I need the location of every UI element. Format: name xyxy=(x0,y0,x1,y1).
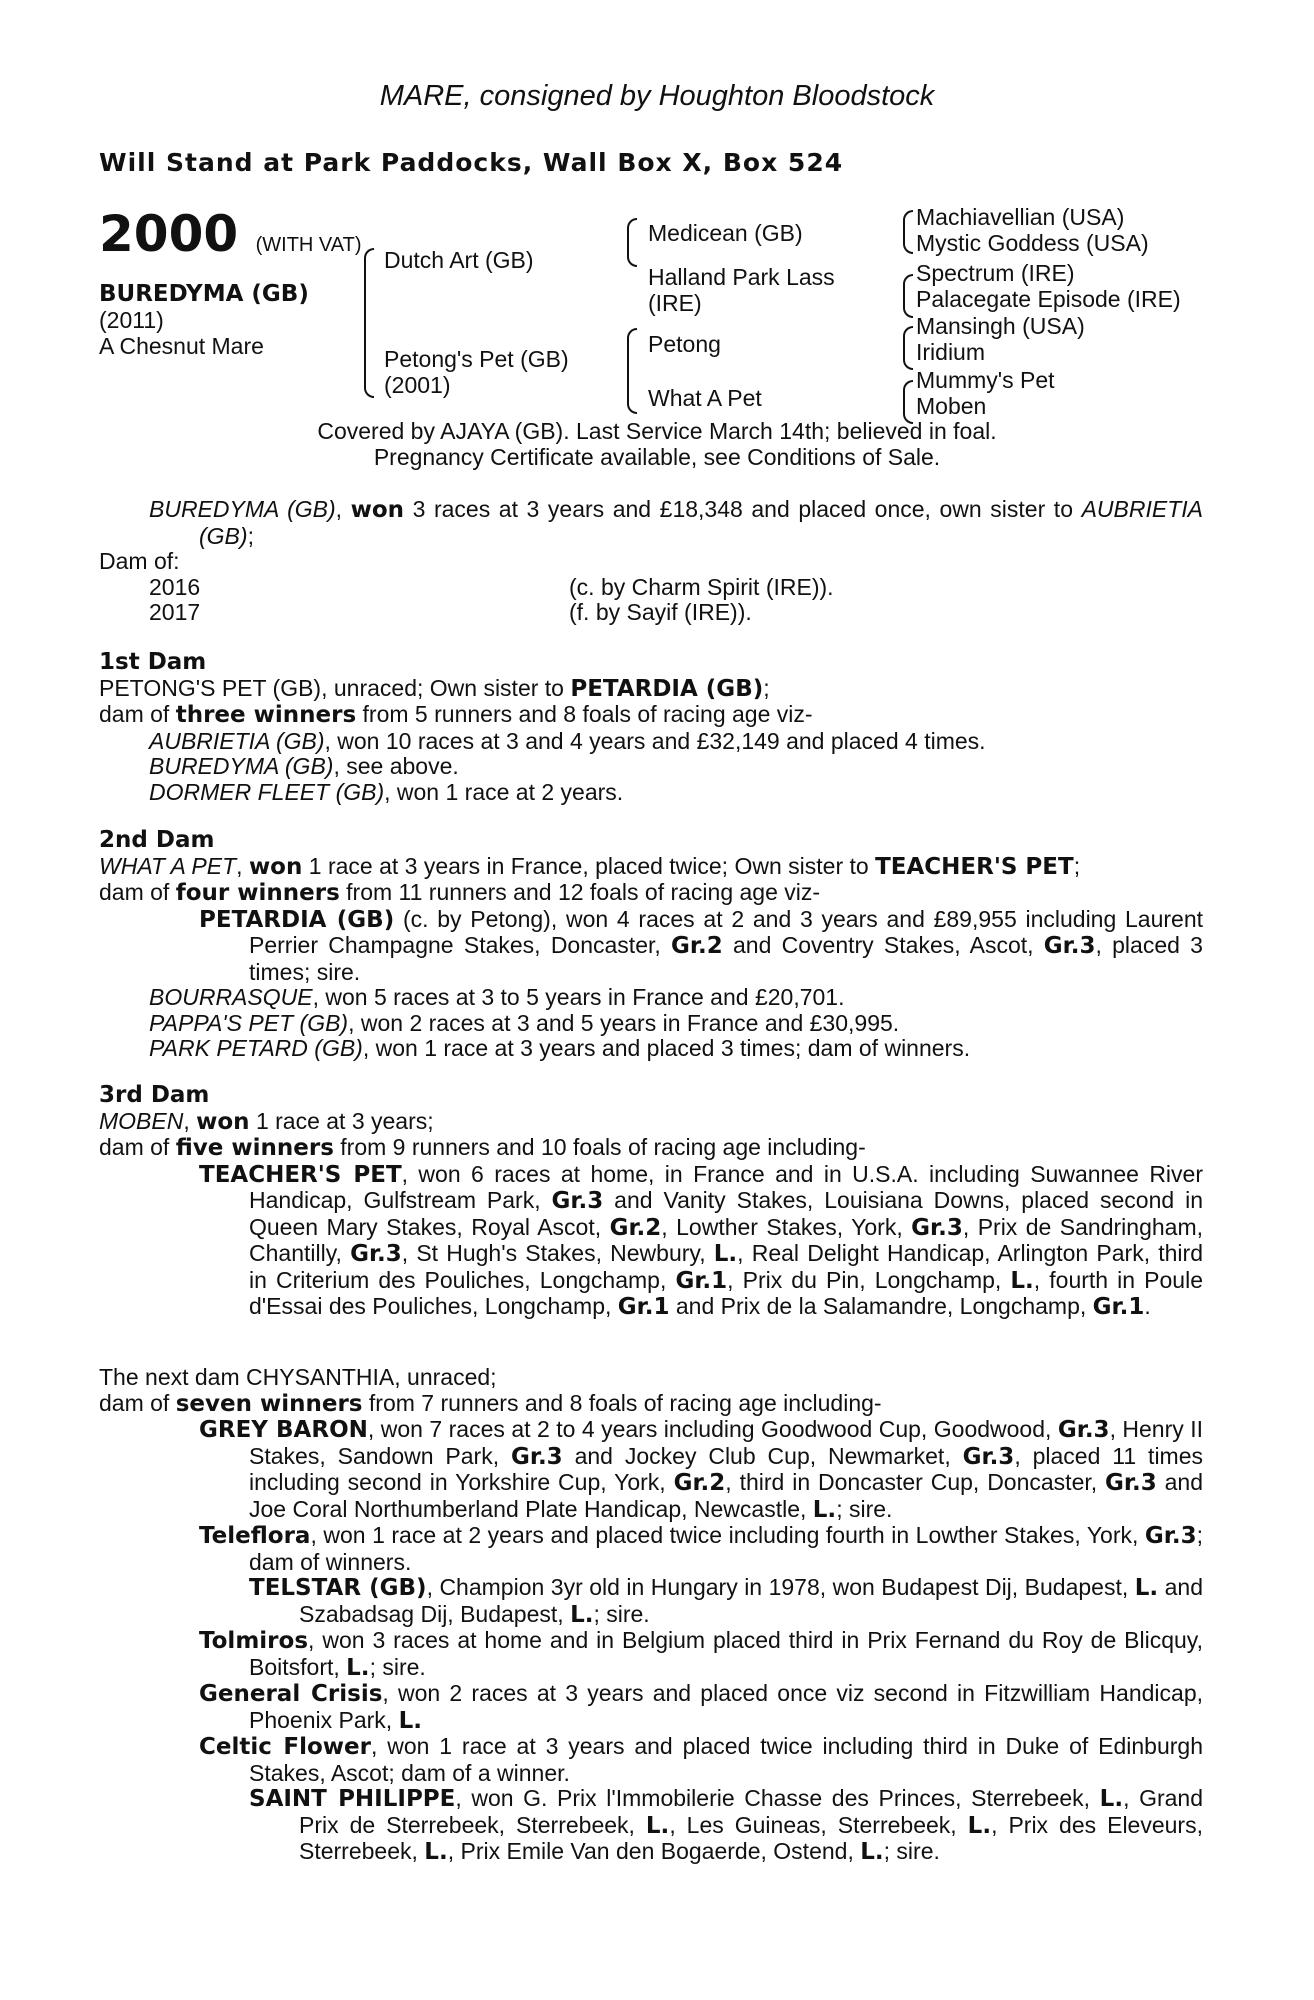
text: ; sire. xyxy=(593,1600,650,1627)
second-dam-section xyxy=(99,828,1203,1062)
text: , won G. Prix l'Immobilerie Chasse des Princes, Sterrebeek, xyxy=(455,1785,1100,1811)
grade: Gr.3 xyxy=(511,1443,563,1470)
pedigree-dsd: Iridium xyxy=(916,339,986,365)
horse-ref: Tolmiros xyxy=(199,1628,309,1654)
text: (c. by Petong), won 4 races at 2 and 3 years and £89,955 including Laurent Perrier Champagne Stakes, Doncaster, xyxy=(249,905,1204,958)
pedigree-ddd: Moben xyxy=(916,393,987,419)
horse-ref: PAPPA'S PET (GB) xyxy=(149,1009,349,1036)
runner-item xyxy=(99,1162,1203,1321)
grade: L. xyxy=(860,1839,884,1865)
text: from 7 runners and 8 foals of racing age including- xyxy=(362,1389,882,1416)
pedigree-sss: Machiavellian (USA) xyxy=(916,204,1125,230)
won-label: won xyxy=(248,853,303,880)
pedigree-brace-ss xyxy=(903,210,913,254)
pedigree-sire: Dutch Art (GB) xyxy=(384,247,534,273)
text: , won 6 races at home, in France and in U.S.A. including Suwannee River Handicap, Gulfstream Park, xyxy=(249,1160,1203,1213)
text: , won 1 race at 2 years. xyxy=(384,778,624,805)
text: dam of xyxy=(99,879,176,905)
horse-ref: Teleflora xyxy=(199,1523,311,1549)
horse-ref: PETARDIA (GB) xyxy=(199,906,395,933)
text: , xyxy=(183,1107,197,1134)
horse-ref: WHAT A PET xyxy=(99,852,237,879)
text: ; xyxy=(763,674,770,701)
horse-ref: TEACHER'S PET xyxy=(199,1161,402,1188)
pregnancy-note: Pregnancy Certificate available, see Conditions of Sale. xyxy=(373,444,941,470)
text: , Prix Emile Van den Bogaerde, Ostend, xyxy=(447,1838,861,1864)
text: ; sire. xyxy=(836,1495,893,1522)
grade: L. xyxy=(1010,1267,1034,1294)
grade: Gr.3 xyxy=(1105,1470,1157,1496)
runner-item xyxy=(99,1036,1203,1062)
text: , won 7 races at 2 to 4 years including Goodwood Cup, Goodwood, xyxy=(367,1416,1058,1442)
dam-summary xyxy=(99,702,1203,729)
stand-location: Will Stand at Park Paddocks, Wall Box X, Box 524 xyxy=(99,148,844,177)
text: , won 1 race at 2 years and placed twice including fourth in Lowther Stakes, York, xyxy=(310,1522,1145,1548)
text: dam of xyxy=(99,701,176,727)
pedigree-dam: Petong's Pet (GB) xyxy=(384,346,569,372)
horse-ref: BUREDYMA (GB) xyxy=(149,496,336,522)
horse-ref: AUBRIETIA (GB) xyxy=(149,727,325,754)
text: , placed 11 times including second in Yorkshire Cup, York, xyxy=(249,1442,1203,1495)
horse-year: (2011) xyxy=(99,307,164,333)
pedigree-ss: Medicean (GB) xyxy=(648,220,803,246)
text: from 11 runners and 12 foals of racing age viz- xyxy=(339,879,821,905)
sister-ref: AUBRIETIA (GB) xyxy=(199,496,1203,549)
grade: Gr.1 xyxy=(675,1267,728,1294)
progeny-list xyxy=(99,575,1203,626)
text: PETONG'S PET (GB), unraced; Own sister to xyxy=(99,674,571,701)
text: ; xyxy=(1073,852,1081,879)
pedigree-brace-ds xyxy=(903,326,913,370)
section-heading: 3rd Dam xyxy=(99,1082,210,1108)
horse-ref: SAINT PHILIPPE xyxy=(249,1786,456,1812)
text: , won 5 races at 3 to 5 years in France and £20,701. xyxy=(312,984,845,1010)
next-dam-section xyxy=(99,1365,1203,1866)
progeny-year: 2017 xyxy=(149,599,201,625)
dam-line: The next dam CHYSANTHIA, unraced; xyxy=(99,1364,497,1390)
text: , won 2 races at 3 years and placed once viz second in Fitzwilliam Handicap, Phoenix Park, xyxy=(249,1680,1203,1733)
horse-ref: TELSTAR (GB) xyxy=(249,1575,427,1601)
text: and Coventry Stakes, Ascot, xyxy=(722,932,1044,958)
winners-count: four winners xyxy=(175,880,340,906)
grade: Gr.3 xyxy=(350,1241,402,1267)
pedigree-sd-2: (IRE) xyxy=(648,290,702,316)
text: , Grand Prix de Sterrebeek, Sterrebeek, xyxy=(299,1785,1203,1838)
won-label: won xyxy=(196,1108,250,1135)
text: , see above. xyxy=(333,753,459,779)
grade: Gr.3 xyxy=(1057,1417,1110,1443)
grade: L. xyxy=(570,1601,594,1628)
horse-ref: General Crisis xyxy=(199,1681,383,1707)
horse-ref: TEACHER'S PET xyxy=(875,853,1074,880)
third-dam-section xyxy=(99,1083,1203,1321)
horse-description: A Chesnut Mare xyxy=(99,333,264,359)
lot-price xyxy=(99,205,362,271)
grade: L. xyxy=(1099,1786,1124,1812)
text: , won 2 races at 3 and 5 years in France and £30,995. xyxy=(348,1009,900,1036)
first-dam-section xyxy=(99,650,1203,805)
grade: L. xyxy=(645,1812,670,1839)
dam-line xyxy=(99,854,1203,881)
text: from 9 runners and 10 foals of racing age including- xyxy=(333,1134,866,1160)
grade: Gr.3 xyxy=(911,1214,963,1241)
runner-item xyxy=(99,780,1203,806)
runner-item xyxy=(99,1417,1203,1523)
grade: Gr.2 xyxy=(671,933,723,959)
text: , won 10 races at 3 and 4 years and £32,149 and placed 4 times. xyxy=(324,727,986,754)
runner-item xyxy=(99,1575,1203,1628)
text: , Real Delight Handicap, Arlington Park, third in Criterium des Pouliches, Longchamp, xyxy=(249,1240,1203,1293)
text: and Szabadsag Dij, Budapest, xyxy=(299,1574,1203,1627)
text: and Prix de la Salamandre, Longchamp, xyxy=(669,1293,1093,1319)
grade: Gr.1 xyxy=(1092,1294,1145,1320)
horse-ref: PARK PETARD (GB) xyxy=(149,1035,363,1061)
dam-line xyxy=(99,1109,1203,1136)
grade: L. xyxy=(713,1241,738,1267)
won-label: won xyxy=(350,497,405,523)
horse-ref: Celtic Flower xyxy=(199,1734,371,1760)
text: ; dam of winners. xyxy=(249,1522,1203,1575)
horse-ref: BOURRASQUE xyxy=(149,984,313,1010)
progeny-desc: (c. by Charm Spirit (IRE)). xyxy=(569,573,834,600)
dam-line xyxy=(99,676,1203,703)
runner-item xyxy=(99,1523,1203,1575)
text: dam of xyxy=(99,1134,176,1160)
section-heading: 2nd Dam xyxy=(99,827,215,853)
pedigree-sdd: Palacegate Episode (IRE) xyxy=(916,286,1181,312)
page-title: MARE, consigned by Houghton Bloodstock xyxy=(379,80,935,112)
pedigree-brace-sire xyxy=(627,218,637,267)
text: from 5 runners and 8 foals of racing age viz- xyxy=(356,701,813,727)
pedigree-ssd: Mystic Goddess (USA) xyxy=(916,230,1149,256)
text: , xyxy=(236,852,249,879)
runner-item xyxy=(99,729,1203,755)
runner-item xyxy=(99,1628,1203,1681)
winners-count: three winners xyxy=(175,702,357,728)
intro-section xyxy=(99,497,1203,626)
section-heading: 1st Dam xyxy=(99,649,207,675)
pedigree-dss: Mansingh (USA) xyxy=(916,313,1085,339)
text: 3 races at 3 years and £18,348 and placed once, own sister to xyxy=(404,496,1082,522)
runner-item xyxy=(99,1786,1203,1866)
pedigree-dd: What A Pet xyxy=(648,385,762,411)
horse-ref: BUREDYMA (GB) xyxy=(149,753,334,779)
text: , fourth in Poule d'Essai des Pouliches, Longchamp, xyxy=(249,1266,1204,1319)
text: ; sire. xyxy=(883,1838,940,1864)
grade: L. xyxy=(424,1839,448,1865)
winners-count: five winners xyxy=(175,1135,334,1161)
text: ; xyxy=(247,522,254,549)
runner-item xyxy=(99,1681,1203,1734)
pedigree-dds: Mummy's Pet xyxy=(916,367,1055,393)
text: , St Hugh's Stakes, Newbury, xyxy=(401,1240,714,1266)
pedigree-sds: Spectrum (IRE) xyxy=(916,260,1075,286)
intro-paragraph xyxy=(99,497,1203,549)
text: , placed 3 times; sire. xyxy=(249,932,1203,985)
horse-ref: PETARDIA (GB) xyxy=(570,675,764,702)
grade: L. xyxy=(812,1496,837,1523)
text: , third in Doncaster Cup, Doncaster, xyxy=(725,1469,1106,1495)
horse-ref: DORMER FLEET (GB) xyxy=(149,778,385,805)
pedigree-brace-sire-dam xyxy=(364,248,374,398)
progeny-year: 2016 xyxy=(149,573,201,600)
text: , Prix de Sandringham, Chantilly, xyxy=(249,1213,1203,1266)
vat-note: (WITH VAT) xyxy=(255,234,362,256)
covered-note: Covered by AJAYA (GB). Last Service March 14th; believed in foal. xyxy=(317,418,997,444)
progeny-desc: (f. by Sayif (IRE)). xyxy=(569,599,752,625)
text: and Jockey Club Cup, Newmarket, xyxy=(562,1442,963,1469)
text: and Joe Coral Northumberland Plate Handicap, Newcastle, xyxy=(249,1469,1204,1522)
text: 1 race at 3 years; xyxy=(249,1107,434,1134)
runner-item xyxy=(99,985,1203,1011)
winners-count: seven winners xyxy=(175,1390,363,1417)
text: , Prix des Eleveurs, Sterrebeek, xyxy=(299,1811,1203,1864)
dam-summary xyxy=(99,880,1203,907)
text: , won 3 races at home and in Belgium placed third in Prix Fernand du Roy de Blicquy, Boitsfort, xyxy=(249,1627,1203,1680)
grade: Gr.1 xyxy=(617,1294,670,1320)
grade: Gr.2 xyxy=(609,1214,662,1241)
pedigree-brace-dam xyxy=(627,328,637,414)
runner-item xyxy=(99,1011,1203,1037)
horse-ref: GREY BARON xyxy=(199,1417,368,1443)
pedigree-dam-year: (2001) xyxy=(384,372,451,398)
pedigree-brace-sd xyxy=(903,274,913,318)
price-value: 2000 xyxy=(99,205,239,263)
grade: Gr.3 xyxy=(551,1188,604,1214)
grade: L. xyxy=(967,1812,992,1839)
text: , Henry II Stakes, Sandown Park, xyxy=(249,1416,1203,1469)
horse-name: BUREDYMA (GB) xyxy=(99,281,309,307)
grade: Gr.3 xyxy=(962,1443,1015,1470)
text: , won 1 race at 3 years and placed twice including third in Duke of Edinburgh Stakes, Ascot; dam of a winner. xyxy=(249,1733,1204,1786)
text: , Les Guineas, Sterrebeek, xyxy=(669,1811,968,1838)
horse-ref: MOBEN xyxy=(99,1107,184,1134)
pedigree-sd-1: Halland Park Lass xyxy=(648,264,835,290)
grade: Gr.2 xyxy=(673,1470,726,1496)
text: ; sire. xyxy=(369,1653,426,1680)
dam-of-label: Dam of: xyxy=(99,548,180,574)
text: 1 race at 3 years in France, placed twice; Own sister to xyxy=(302,852,876,879)
dam-summary xyxy=(99,1135,1203,1162)
text: , Champion 3yr old in Hungary in 1978, won Budapest Dij, Budapest, xyxy=(426,1574,1135,1600)
pedigree-ds: Petong xyxy=(648,331,721,357)
grade: Gr.3 xyxy=(1043,933,1096,959)
grade: L. xyxy=(398,1707,422,1734)
text: . xyxy=(1144,1293,1151,1319)
text: , xyxy=(335,496,351,522)
grade: L. xyxy=(1134,1575,1159,1601)
grade: L. xyxy=(346,1654,370,1681)
text: , Prix du Pin, Longchamp, xyxy=(727,1266,1011,1293)
runner-item xyxy=(99,907,1203,986)
text: dam of xyxy=(99,1389,176,1416)
dam-summary xyxy=(99,1391,1203,1418)
text: , won 1 race at 3 years and placed 3 times; dam of winners. xyxy=(362,1035,971,1061)
runner-item xyxy=(99,754,1203,780)
text: and Vanity Stakes, Louisiana Downs, placed second in Queen Mary Stakes, Royal Ascot, xyxy=(249,1187,1203,1240)
grade: Gr.3 xyxy=(1144,1523,1197,1549)
runner-item xyxy=(99,1734,1203,1786)
text: , Lowther Stakes, York, xyxy=(661,1213,912,1240)
